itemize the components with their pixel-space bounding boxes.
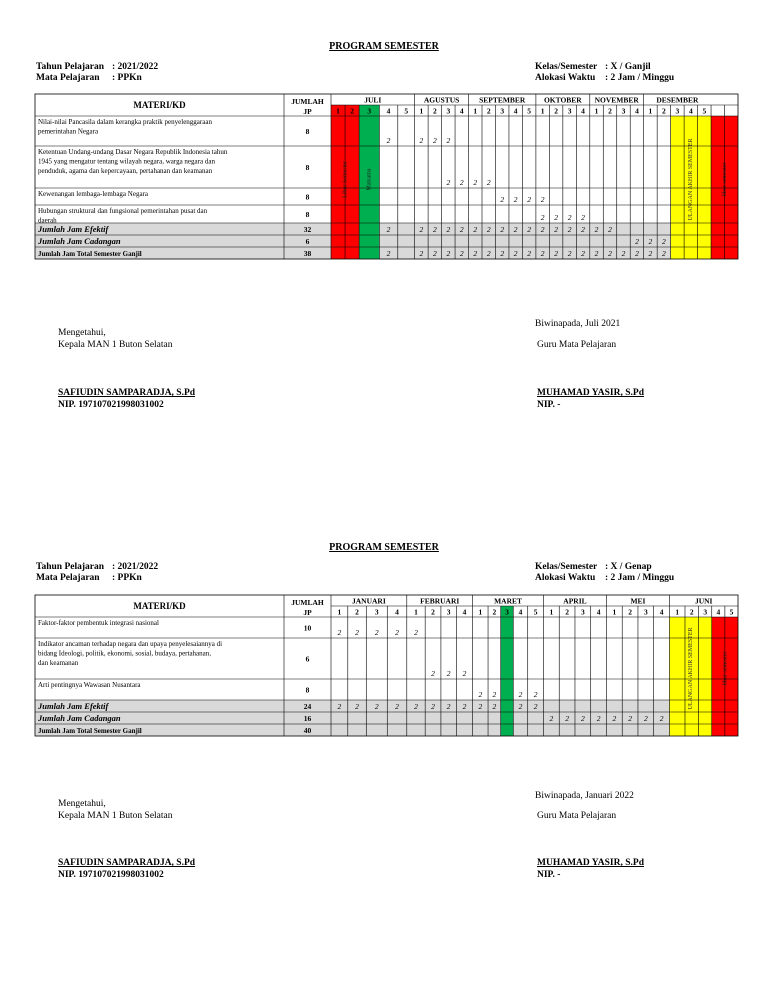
week-header: 4 [459,106,464,116]
total-label: Jumlah Jam Total Semester Ganjil [38,727,142,735]
month-header: AGUSTUS [423,95,460,105]
week-hours: 2 [643,714,648,723]
materi-text: Hubungan struktural dan fungsional pemerintahan pusat dan [38,207,208,215]
week-hours: 2 [473,249,478,258]
week-hours: 2 [473,225,478,234]
week-header: 3 [367,106,372,116]
total-label: Jumlah Jam Cadangan [38,236,121,246]
week-header: 4 [395,607,399,617]
week-hours: 2 [337,628,342,637]
week-hours: 2 [395,628,399,637]
month-header: NOVEMBER [594,95,639,105]
week-hours: 2 [446,178,451,187]
month-header: APRIL [563,596,587,606]
week-hours: 2 [337,702,342,711]
meta-value: : PPKn [112,573,142,583]
week-hours: 2 [500,249,505,258]
week-hours: 2 [355,628,359,637]
week-hours: 2 [446,225,451,234]
month-header: DESEMBER [656,95,699,105]
header-materi: MATERI/KD [133,601,186,611]
week-hours: 2 [540,249,545,258]
teacher-signature [537,857,644,881]
month-header: JANUARI [352,596,386,606]
week-hours: 2 [540,225,545,234]
week-hours: 2 [527,195,532,204]
week-header: 5 [527,106,532,116]
week-header: 4 [462,607,467,617]
total-jp: 6 [305,237,310,246]
total-jp: 16 [303,714,312,723]
materi-text: dan keamanan [38,659,79,667]
week-hours: 2 [419,249,424,258]
calendar-block-label: libur semester [722,651,729,686]
week-hours: 2 [540,195,545,204]
week-hours: 2 [374,702,379,711]
week-hours: 2 [500,225,505,234]
materi-text: Indikator ancaman terhadap negara dan upaya penyelesaiannya di [38,640,223,648]
week-header: 4 [688,106,693,116]
materi-text: pemerintahan Negara [38,127,99,136]
week-hours: 2 [486,249,491,258]
week-hours: 2 [513,225,518,234]
week-hours: 2 [492,690,497,699]
meta-value: : X / Ganjil [605,62,651,72]
week-hours: 2 [581,249,585,258]
week-header: 3 [580,607,585,617]
jp-value: 10 [303,623,312,633]
jp-value: 8 [305,685,310,695]
meta-label: Mata Pelajaran [36,73,100,83]
principal-name: SAFIUDIN SAMPARADJA, S.Pd [58,858,196,868]
week-header: 4 [581,106,585,116]
week-hours: 2 [567,213,572,222]
week-header: 1 [612,607,617,617]
week-header: 3 [567,106,572,116]
total-label: Jumlah Jam Cadangan [38,713,121,723]
week-hours: 2 [459,178,464,187]
week-hours: 2 [459,249,464,258]
total-jp: 40 [303,726,312,735]
teacher-title: Guru Mata Pelajaran [537,811,617,821]
materi-text: bidang Ideologi, politik, ekonomi, sosial, budaya, pertahanan, [38,649,212,658]
week-header: 2 [350,106,354,116]
meta-label: Tahun Pelajaran [36,62,105,72]
header-jumlah: JUMLAH [291,598,324,607]
week-hours: 2 [594,225,599,234]
week-hours: 2 [628,714,632,723]
week-header: 3 [500,106,505,116]
week-header: 2 [486,106,491,116]
week-hours: 2 [648,249,653,258]
week-header: 3 [446,106,451,116]
month-header: SEPTEMBER [479,95,526,105]
jp-value: 8 [305,192,310,202]
calendar-block-label: libur semester [721,162,728,197]
week-hours: 2 [431,702,435,711]
meta-value: : 2021/2022 [112,62,159,72]
week-hours: 2 [518,702,523,711]
week-header: 1 [414,607,418,617]
week-hours: 2 [414,702,418,711]
meta-label: Alokasi Waktu [535,73,596,83]
week-hours: 2 [432,136,437,145]
materi-text: Kewenangan lembaga-lembaga Negara [38,190,148,198]
week-header: 2 [355,607,359,617]
week-header: 1 [540,106,545,116]
week-header: 4 [635,106,639,116]
week-header: 2 [432,106,437,116]
week-header: 5 [533,607,538,617]
header-jp: JP [303,107,312,116]
week-hours: 2 [374,628,379,637]
week-header: 1 [675,607,680,617]
week-header: 1 [478,607,483,617]
total-jp: 38 [303,249,312,258]
total-row-bg [35,700,738,712]
header-jumlah: JUMLAH [291,97,324,106]
week-hours: 2 [635,249,639,258]
week-header: 4 [716,607,721,617]
principal-signature [58,857,195,881]
meta-label: Kelas/Semester [535,562,598,572]
materi-text: penduduk, agama dan kepercayaan, pertahanan dan keamanan [38,167,213,175]
total-label: Jumlah Jam Efektif [38,701,109,711]
week-header: 5 [729,607,734,617]
teacher-nip: NIP. - [537,870,561,880]
meta-value: : X / Genap [605,562,652,572]
calendar-block-label: Libur Semester [342,161,349,198]
week-hours: 2 [527,249,532,258]
week-header: 5 [702,106,707,116]
jp-value: 8 [305,127,310,136]
materi-text: Arti pentingnya Wawasan Nusantara [38,681,141,689]
week-header: 1 [337,607,342,617]
week-header: 3 [675,106,680,116]
teacher-name: MUHAMAD YASIR, S.Pd [537,388,644,398]
week-hours: 2 [473,178,478,187]
teacher-title: Guru Mata Pelajaran [537,340,617,350]
month-header: JULI [364,95,382,105]
meta-label: Mata Pelajaran [36,573,100,583]
week-header: 3 [703,607,708,617]
principal-name: SAFIUDIN SAMPARADJA, S.Pd [58,388,196,398]
week-hours: 2 [386,225,391,234]
principal-nip: NIP. 197107021998031002 [58,400,164,410]
week-hours: 2 [419,225,424,234]
week-hours: 2 [635,237,639,246]
week-header: 2 [565,607,569,617]
week-header: 3 [374,607,379,617]
week-hours: 2 [554,225,558,234]
week-hours: 2 [446,136,451,145]
week-header: 3 [621,106,626,116]
meta-value: : PPKn [112,73,142,83]
week-header: 1 [549,607,554,617]
total-label: Jumlah Jam Total Semester Ganjil [38,250,142,258]
week-header: 2 [608,106,612,116]
week-header: 4 [513,106,518,116]
principal-title: Kepala MAN 1 Buton Selatan [58,811,173,821]
week-hours: 2 [581,213,585,222]
week-header: 1 [336,106,340,116]
week-hours: 2 [500,195,505,204]
month-header: JUNI [694,596,713,606]
week-hours: 2 [462,669,467,678]
week-header: 2 [492,607,497,617]
week-hours: 2 [513,249,518,258]
month-header: OKTOBER [543,95,582,105]
week-header: 2 [662,106,666,116]
month-header: MEI [630,596,646,606]
teacher-name: MUHAMAD YASIR, S.Pd [537,858,644,868]
week-header: 1 [648,106,653,116]
week-hours: 2 [386,249,391,258]
materi-text: Nilai-nilai Pancasila dalam kerangka praktik penyelenggaraan [38,118,212,126]
week-hours: 2 [355,702,359,711]
week-hours: 2 [565,714,569,723]
week-header: 2 [689,607,694,617]
week-hours: 2 [432,225,437,234]
meta-value: : 2 Jam / Minggu [605,73,675,83]
meta-label: Tahun Pelajaran [36,562,105,572]
week-hours: 2 [540,213,545,222]
week-header: 1 [473,106,478,116]
week-hours: 2 [431,669,435,678]
place-date: Biwinapada, Januari 2022 [535,791,634,801]
page-title: PROGRAM SEMESTER [329,542,439,553]
week-hours: 2 [662,249,666,258]
week-hours: 2 [581,225,585,234]
week-hours: 2 [518,690,523,699]
week-header: 4 [659,607,664,617]
calendar-block-label: Matsama [366,168,373,191]
meta-value: : 2 Jam / Minggu [605,573,675,583]
week-header: 1 [594,106,599,116]
calendar-block-label: ULANGAN AKHIR SEMESTER [687,627,694,710]
week-hours: 2 [612,714,617,723]
total-jp: 24 [303,702,312,711]
header-materi: MATERI/KD [133,100,186,110]
week-hours: 2 [446,702,451,711]
week-hours: 2 [621,249,626,258]
week-hours: 2 [554,249,558,258]
week-hours: 2 [446,249,451,258]
jp-value: 6 [305,654,310,664]
week-hours: 2 [527,225,532,234]
week-hours: 2 [462,702,467,711]
total-row-bg [35,712,738,724]
week-header: 3 [505,607,509,617]
week-hours: 2 [608,225,612,234]
week-header: 3 [643,607,648,617]
week-hours: 2 [567,249,572,258]
teacher-nip: NIP. - [537,400,561,410]
week-hours: 2 [395,702,399,711]
total-label: Jumlah Jam Efektif [38,224,109,234]
week-header: 2 [554,106,558,116]
week-hours: 2 [414,628,418,637]
month-header: MARET [494,596,523,606]
month-header: FEBRUARI [420,596,460,606]
week-hours: 2 [432,249,437,258]
week-header: 4 [596,607,601,617]
week-header: 1 [419,106,424,116]
week-hours: 2 [662,237,666,246]
place-date: Biwinapada, Juli 2021 [535,319,621,329]
meta-label: Kelas/Semester [535,62,598,72]
week-header: 2 [431,607,435,617]
week-header: 4 [386,106,391,116]
header-jp: JP [303,608,312,617]
week-hours: 2 [549,714,554,723]
week-hours: 2 [533,690,538,699]
meta-value: : 2021/2022 [112,562,159,572]
materi-text: Faktor-faktor pembentuk integrasi nasional [38,619,159,627]
week-header: 2 [628,607,632,617]
materi-text: daerah [38,216,57,225]
week-hours: 2 [478,702,483,711]
week-hours: 2 [419,136,424,145]
week-hours: 2 [478,690,483,699]
page-title: PROGRAM SEMESTER [329,41,439,52]
jp-value: 8 [305,163,310,172]
week-hours: 2 [608,249,612,258]
jp-value: 8 [305,210,310,219]
green-week-strip [501,617,513,736]
week-hours: 2 [659,714,664,723]
week-hours: 2 [533,702,538,711]
week-hours: 2 [486,225,491,234]
principal-title: Kepala MAN 1 Buton Selatan [58,340,173,350]
week-hours: 2 [554,213,558,222]
week-hours: 2 [459,225,464,234]
week-hours: 2 [567,225,572,234]
week-hours: 2 [648,237,653,246]
week-header: 3 [446,607,451,617]
week-hours: 2 [513,195,518,204]
total-jp: 32 [303,225,312,234]
week-hours: 2 [596,714,601,723]
meta-label: Alokasi Waktu [535,573,596,583]
week-hours: 2 [386,136,391,145]
week-hours: 2 [594,249,599,258]
week-header: 4 [518,607,523,617]
acknowledged-label: Mengetahui, [58,328,106,338]
week-hours: 2 [486,178,491,187]
week-header: 5 [404,106,409,116]
acknowledged-label: Mengetahui, [58,799,106,809]
week-hours: 2 [492,702,497,711]
materi-text: Ketentuan Undang-undang Dasar Negara Republik Indonesia tahun [38,148,228,156]
materi-text: 1945 yang mengatur tentang wilayah negara, warga negara dan [38,157,215,166]
principal-nip: NIP. 197107021998031002 [58,870,164,880]
week-hours: 2 [580,714,585,723]
calendar-block-label: ULANGAN AKHIR SEMESTER [688,138,695,221]
week-hours: 2 [446,669,451,678]
